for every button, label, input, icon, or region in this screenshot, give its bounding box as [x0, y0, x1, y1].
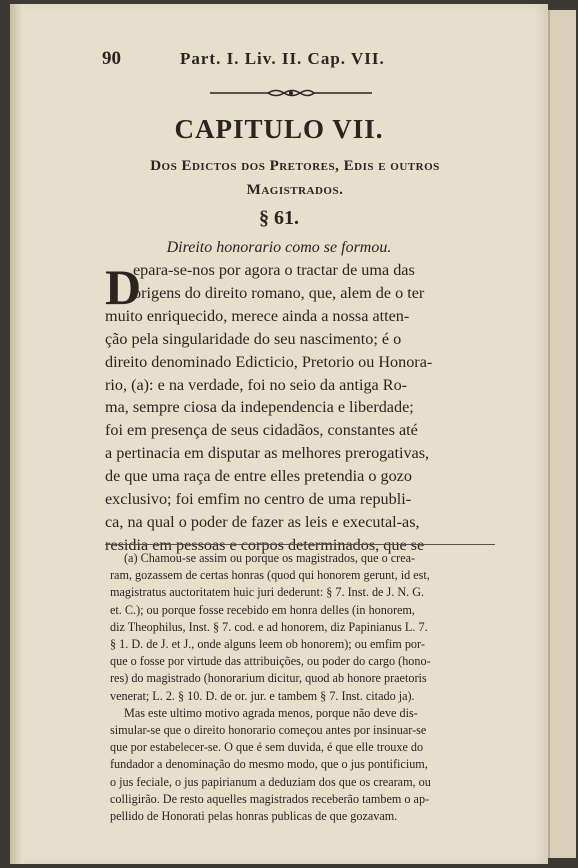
footnote-line: res) do magistrado (honorarium dicitur, quod ab honore praetoris [110, 671, 427, 686]
body-text [105, 259, 497, 557]
page-number: 90 [102, 48, 121, 69]
chapter-title: CAPITULO VII. [174, 114, 384, 144]
body-line: exclusivo; foi emfim no centro de uma republi- [105, 490, 412, 509]
body-line: ca, na qual o poder de fazer as leis e executal-as, [105, 512, 420, 531]
body-line: direito denominado Edicticio, Pretorio ou Honora- [105, 352, 433, 371]
chapter-subtitle-line: Magistrados. [246, 182, 344, 198]
footnote-line: pellido de Honorati pelas honras publicas de que gozavam. [110, 809, 398, 824]
section-number: § 61. [259, 207, 299, 229]
body-line: de que uma raça de entre elles pretendia o gozo [105, 467, 412, 486]
body-line: rio, (a): e na verdade, foi no seio da antiga Ro- [105, 375, 408, 394]
footnote-line: (a) Chamou-se assim ou porque os magistrados, que o crea- [124, 551, 416, 565]
chapter-subtitle-line: Dos Edictos dos Pretores, Edis e outros [150, 158, 440, 174]
footnote-line: colligirão. De resto aquelles magistrados receberão tambem o ap- [110, 791, 430, 806]
footnote-line: que o fosse por virtude das attribuições, ou poder do cargo (hono- [110, 654, 431, 669]
body-line: residia em pessoas e corpos determinados, que se [105, 535, 425, 554]
book-page [10, 4, 548, 864]
footnote-line: diz Theophilus, Inst. § 7. cod. e ad honorem, diz Papinianus L. 7. [110, 619, 428, 634]
footnote-line: fundador a denominação do mesmo modo, que o jus pontificium, [110, 757, 428, 772]
section-title: Direito honorario como se formou. [166, 239, 392, 256]
ornament-rule [210, 88, 372, 98]
body-line: muito enriquecido, merece ainda a nossa atten- [105, 306, 410, 325]
footnote-line: et. C.); ou porque fosse recebido em honra delles (in honorem, [110, 602, 415, 617]
body-line: origens do direito romano, que, alem de o ter [133, 283, 425, 302]
body-line: ção pela singularidade do seu nascimento; é o [105, 329, 402, 348]
body-line: foi em presença de seus cidadãos, constantes até [105, 421, 418, 440]
footnotes [110, 550, 498, 825]
drop-cap: D [105, 259, 142, 315]
footnote-line: ram, gozassem de certas honras (quod qui honorem gerunt, id est, [110, 568, 430, 583]
footnote-line: § 1. D. de J. et J., onde alguns leem ob honorem); ou emfim por- [110, 637, 425, 652]
page-header [102, 48, 432, 70]
footnote-line: que por estabelecer-se. O que é sem duvida, é que elle trouxe do [110, 740, 424, 755]
running-head: Part. I. Liv. II. Cap. VII. [180, 49, 385, 68]
next-page-edge [548, 10, 576, 858]
body-line: a pertinacia em disputar as melhores prerogativas, [105, 444, 430, 463]
footnote-line: venerat; L. 2. § 10. D. de or. jur. e tambem § 7. Inst. citado ja). [110, 688, 415, 703]
footnote-line: o jus feciale, o jus papirianum a deduziam dos que os crearam, ou [110, 774, 431, 789]
footnote-line: magistratus auctoritatem huic juri dederunt: § 7. Inst. de J. N. G. [110, 585, 425, 600]
footnote-line: simular-se que o direito honorario começou antes por insinuar-se [110, 723, 427, 738]
footnote-line: Mas este ultimo motivo agrada menos, porque não deve dis- [124, 705, 418, 720]
footnote-divider [105, 544, 495, 545]
chapter-subtitle [130, 154, 460, 202]
body-line: epara-se-nos por agora o tractar de uma das [133, 261, 415, 279]
body-line: ma, sempre ciosa da independencia e liberdade; [105, 398, 414, 417]
